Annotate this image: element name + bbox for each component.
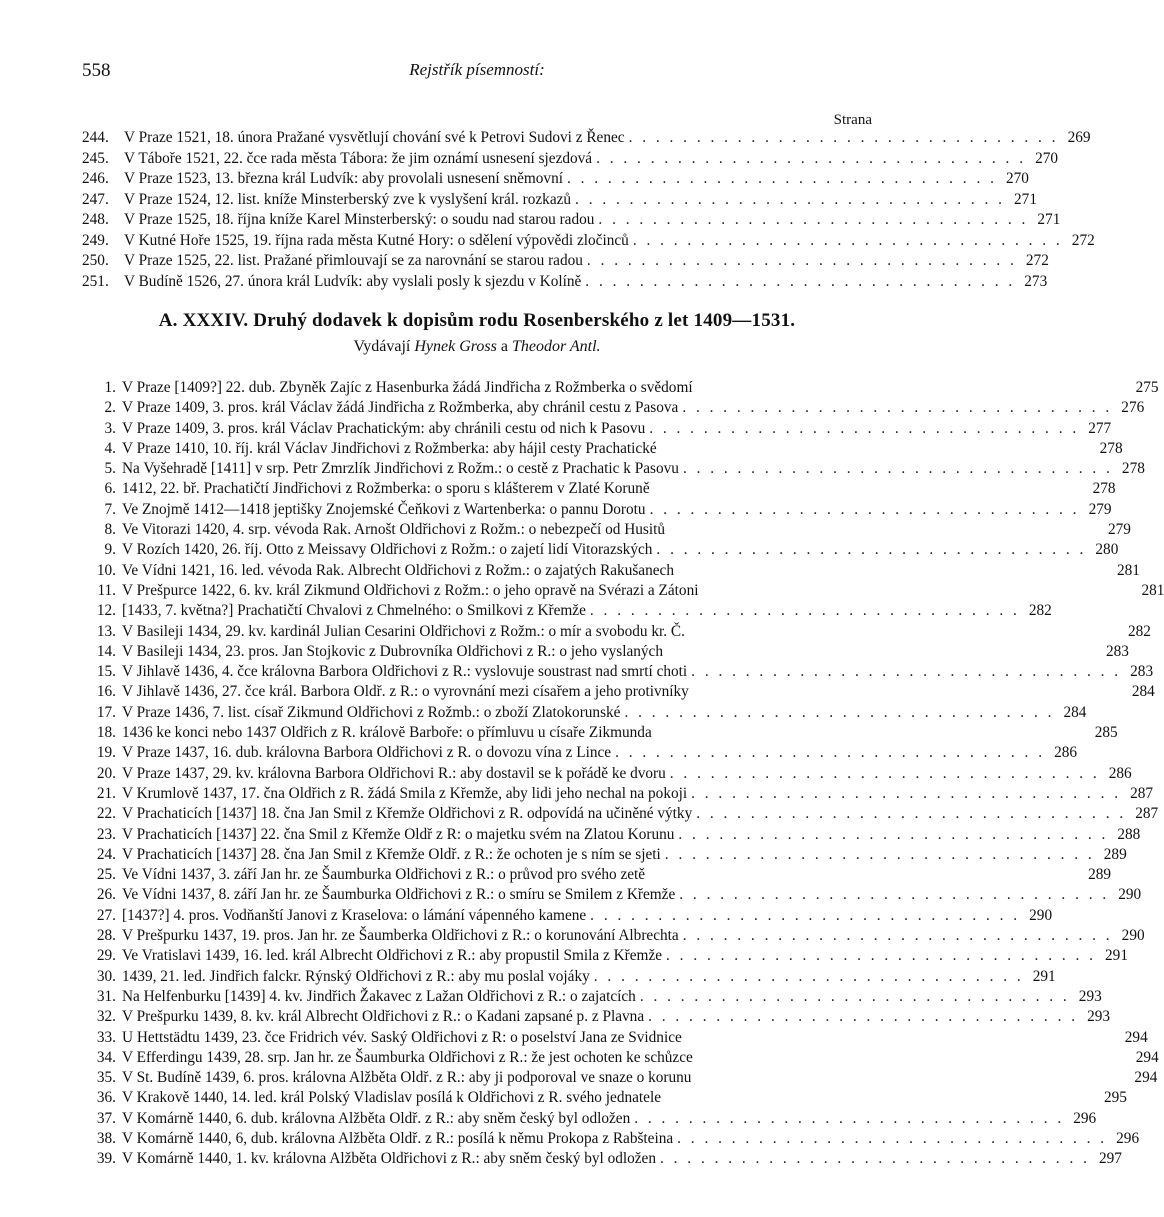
entry-page: 271	[1037, 211, 1061, 228]
register-entry	[82, 1129, 1140, 1149]
leader-dots	[571, 190, 1005, 210]
register-entry	[82, 825, 1141, 845]
page-number: 558	[82, 60, 111, 81]
entry-number: 19.	[96, 744, 116, 762]
entry-text: V Praze 1525, 18. října kníže Karel Minsterberský: o soudu nad starou radou	[124, 211, 595, 228]
leader-dots	[644, 1007, 1078, 1027]
entry-text: V Prachaticích [1437] 28. čna Jan Smil z Křemže Oldř. z R.: že ochoten je s ním se sjeti	[122, 845, 661, 863]
leader-dots	[652, 540, 1086, 560]
entry-page: 278	[1099, 439, 1123, 457]
register-entry	[82, 210, 1061, 231]
entry-text: V Krakově 1440, 14. led. král Polský Vladislav posílá k Oldřichovi z R. svého jednatele	[122, 1089, 661, 1107]
entry-text: V Prešpurce 1422, 6. kv. král Zikmund Oldřichovi z Rožm.: o jeho opravě na Svérazi a Zátoni	[122, 581, 699, 599]
entry-number: 18.	[96, 724, 116, 742]
running-title: Rejstřík písemností:	[409, 60, 545, 79]
entry-number: 38.	[96, 1129, 116, 1147]
entry-text: V Táboře 1521, 22. čce rada města Tábora: že jim oznámí usnesení sjezdová	[124, 149, 593, 167]
entry-number: 26.	[96, 886, 116, 904]
leader-dots	[586, 601, 1020, 621]
register-entry	[82, 520, 1131, 540]
entry-text: V Praze 1523, 13. března král Ludvík: aby provolali usnesení sněmovní	[124, 170, 563, 187]
entry-page: 293	[1078, 987, 1102, 1005]
entry-text: V Praze [1409?] 22. dub. Zbyněk Zajíc z Hasenburka žádá Jindřicha z Rožmberka o svědomí	[122, 379, 693, 396]
entry-page: 272	[1025, 252, 1049, 269]
entry-number: 16.	[96, 683, 116, 701]
entry-number: 9.	[104, 541, 116, 559]
entry-text: V Rozích 1420, 26. říj. Otto z Meissavy Oldřichovi z Rožm.: o zajetí lidí Vitorazských	[122, 541, 653, 559]
register-entry	[82, 946, 1128, 966]
entry-text: [1437?] 4. pros. Vodňanští Janovi z Kraselova: o lámání vápenného kamene	[122, 906, 587, 924]
entry-page: 290	[1118, 886, 1142, 904]
register-entry	[82, 149, 1059, 170]
leader-dots	[630, 1109, 1064, 1129]
entry-page: 294	[1135, 1048, 1159, 1066]
leader-dots	[678, 398, 1112, 418]
entry-page: 289	[1103, 845, 1127, 863]
entry-number: 36.	[96, 1089, 116, 1107]
register-entry	[82, 926, 1145, 946]
entry-text: V Komárně 1440, 1. kv. královna Alžběta Oldřichovi z R.: aby sněm český byl odložen	[122, 1150, 656, 1168]
entry-page: 279	[1108, 521, 1131, 539]
leader-dots	[675, 885, 1109, 905]
entry-text: Na Vyšehradě [1411] v srp. Petr Zmrzlík Jindřichovi z Rožm.: o cestě z Prachatic k Pasovu	[122, 460, 679, 478]
entry-page: 289	[1088, 866, 1112, 884]
entry-text: V St. Budíně 1439, 6. pros. královna Alžběta Oldř. z R.: aby ji podporoval ve snaze o korunu	[122, 1069, 692, 1087]
entry-text: V Prešpurku 1437, 19. pros. Jan hr. ze Šaumberka Oldřichovi z R.: o korunování Albrechta	[122, 927, 679, 945]
register-entry	[82, 500, 1112, 520]
section-heading	[82, 310, 872, 356]
entry-page: 269	[1067, 129, 1091, 146]
entry-page: 271	[1014, 190, 1037, 208]
entry-text: V Basileji 1434, 23. pros. Jan Stojkovic z Dubrovníka Oldřichovi z R.: o jeho vyslaných	[122, 642, 663, 660]
entry-text: Ve Vídni 1437, 8. září Jan hr. ze Šaumburka Oldřichovi z R.: o smíru se Smilem z Křemže	[122, 886, 676, 904]
entry-number: 31.	[96, 987, 116, 1005]
editors-prefix: Vydávají	[353, 338, 411, 355]
entry-text: [1433, 7. května?] Prachatičtí Chvalovi z Chmelného: o Smilkovi z Křemže	[122, 602, 586, 620]
register-entry	[82, 419, 1112, 439]
leader-dots	[611, 743, 1045, 763]
entry-text: Na Helfenburku [1439] 4. kv. Jindřich Žakavec z Lažan Oldřichovi z R.: o zajatcích	[122, 987, 636, 1005]
entry-text: Ve Znojmě 1412—1418 jeptišky Znojemské Čeňkovi z Wartenberka: o pannu Dorotu	[122, 500, 646, 518]
entry-number: 39.	[96, 1150, 116, 1168]
register-entry	[82, 169, 1029, 190]
entry-number: 25.	[96, 866, 116, 884]
entry-page: 288	[1117, 825, 1141, 843]
register-entry	[82, 398, 1145, 418]
entry-page: 282	[1028, 602, 1052, 620]
entry-number: 8.	[104, 521, 116, 539]
entry-number: 13.	[96, 622, 116, 640]
entry-number: 32.	[96, 1008, 116, 1026]
register-list-section	[82, 378, 1164, 1170]
leader-dots	[581, 272, 1015, 292]
leader-dots	[586, 906, 1020, 926]
entry-text: V Jihlavě 1436, 27. čce král. Barbora Oldř. z R.: o vyrovnání mezi císařem a jeho protivníky	[122, 683, 689, 701]
section-title: A. XXXIV. Druhý dodavek k dopisům rodu Rosenberského z let 1409—1531.	[158, 310, 796, 331]
entry-text: 1412, 22. bř. Prachatičtí Jindřichovi z Rožmberka: o sporu s klášterem v Zlaté Koruně	[122, 480, 650, 498]
entry-text: V Jihlavě 1436, 4. čce královna Barbora Oldřichovi z R.: vyslovuje soustrast nad smrtí choti	[122, 663, 688, 681]
entry-page: 272	[1071, 231, 1095, 249]
entry-text: V Kutné Hoře 1525, 19. října rada města Kutné Hory: o sdělení výpovědi zločinců	[124, 231, 629, 249]
entry-page: 281	[1116, 561, 1140, 579]
entry-text: Ve Vídni 1437, 3. září Jan hr. ze Šaumburka Oldřichovi z R.: o průvod pro svého zetě	[122, 866, 646, 884]
leader-dots	[625, 128, 1059, 148]
entry-number: 4.	[104, 439, 116, 457]
leader-dots	[687, 784, 1121, 804]
entry-number: 246.	[82, 170, 109, 187]
entry-number: 2.	[104, 399, 116, 417]
entry-page: 296	[1116, 1129, 1140, 1147]
entry-text: V Efferdingu 1439, 28. srp. Jan hr. ze Šaumburka Oldřichovi z R.: že jest ochoten ke schůzce	[122, 1048, 693, 1066]
entry-number: 245.	[82, 149, 109, 167]
leader-dots	[673, 1129, 1107, 1149]
entry-number: 3.	[104, 419, 116, 437]
entry-page: 286	[1054, 744, 1078, 762]
register-entry	[82, 459, 1145, 479]
leader-dots	[636, 987, 1070, 1007]
entry-text: V Praze 1409, 3. pros. král Václav Prachatickým: aby chránili cestu od nich k Pasovu	[122, 419, 646, 437]
register-entry	[82, 231, 1095, 252]
register-entry	[82, 967, 1056, 987]
entry-page: 284	[1063, 703, 1087, 721]
register-entry	[82, 784, 1154, 804]
entry-number: 17.	[96, 703, 116, 721]
leader-dots	[646, 500, 1080, 520]
entry-page: 273	[1024, 272, 1048, 290]
entry-page: 281	[1141, 581, 1164, 599]
leader-dots	[662, 946, 1096, 966]
leader-dots	[687, 662, 1121, 682]
entry-text: 1436 ke konci nebo 1437 Oldřich z R. královĕ Barboře: o přímluvu u císaře Zikmunda	[122, 724, 652, 742]
entry-page: 290	[1029, 906, 1053, 924]
leader-dots	[563, 169, 997, 189]
leader-dots	[679, 926, 1113, 946]
entry-page: 287	[1130, 784, 1154, 802]
entry-number: 249.	[82, 231, 109, 249]
entry-page: 275	[1135, 379, 1159, 396]
entry-text: 1439, 21. led. Jindřich falckr. Rýnský Oldřichovi z R.: aby mu poslal vojáky	[122, 967, 590, 985]
entry-text: V Komárně 1440, 6. dub. královna Alžběta Oldř. z R.: aby sněm český byl odložen	[122, 1109, 631, 1127]
entry-page: 284	[1131, 683, 1155, 701]
entry-page: 282	[1127, 622, 1151, 640]
entry-text: V Praze 1409, 3. pros. král Václav žádá Jindřicha z Rožmberka, aby chránil cestu z Pasova	[122, 399, 679, 417]
register-entry	[82, 479, 1116, 499]
entry-text: V Praze 1525, 22. list. Pražané přimlouvají se za narovnání se starou radou	[124, 252, 583, 269]
leader-dots	[692, 804, 1126, 824]
entry-number: 248.	[82, 211, 109, 228]
entry-number: 37.	[96, 1109, 116, 1127]
entry-number: 14.	[96, 642, 116, 660]
entry-number: 33.	[96, 1028, 116, 1046]
entry-page: 276	[1121, 399, 1145, 417]
entry-number: 250.	[82, 252, 109, 269]
entry-page: 294	[1124, 1028, 1148, 1046]
register-entry	[82, 723, 1118, 743]
entry-number: 35.	[96, 1069, 116, 1087]
entry-text: V Basileji 1434, 29. kv. kardinál Julian Cesarini Oldřichovi z Rožm.: o mír a svobodu kr. Č.	[122, 622, 685, 640]
entry-text: V Budíně 1526, 27. února král Ludvík: aby vyslali posly k sjezdu v Kolíně	[124, 272, 582, 290]
entry-text: V Praze 1524, 12. list. kníže Minsterberský zve k vyslyšení král. rozkazů	[124, 190, 572, 208]
entry-number: 27.	[96, 906, 116, 924]
entry-text: V Krumlově 1437, 17. čna Oldřich z R. žádá Smila z Křemže, aby lidi jeho nechal na pokoji	[122, 784, 688, 802]
register-entry	[82, 561, 1140, 581]
running-header	[82, 60, 872, 88]
leader-dots	[656, 1149, 1090, 1169]
entry-page: 283	[1105, 642, 1129, 660]
leader-dots	[679, 459, 1113, 479]
entry-text: Ve Vídni 1421, 16. led. vévoda Rak. Albrecht Oldřichovi z Rožm.: o zajatých Rakušanech	[122, 561, 674, 579]
entry-number: 23.	[96, 825, 116, 843]
entry-text: V Praze 1521, 18. února Pražané vysvětlují chování své k Petrovi Sudovi z Řenec	[124, 129, 625, 146]
register-entry	[82, 642, 1129, 662]
entry-number: 244.	[82, 129, 109, 146]
entry-text: V Prachaticích [1437] 22. čna Smil z Křemže Oldř z R: o majetku svém na Zlatou Korunu	[122, 825, 675, 843]
entry-page: 270	[1005, 170, 1029, 187]
entry-page: 293	[1087, 1008, 1111, 1026]
register-entry	[82, 581, 1164, 601]
section-editors	[82, 338, 872, 356]
editor-name: Hynek Gross	[414, 338, 497, 355]
register-entry	[82, 845, 1127, 865]
register-entry	[82, 764, 1132, 784]
entry-number: 22.	[96, 805, 116, 823]
entry-page: 294	[1134, 1069, 1158, 1087]
entry-page: 277	[1088, 419, 1112, 437]
entry-number: 34.	[96, 1048, 116, 1066]
leader-dots	[661, 845, 1095, 865]
register-entry	[82, 865, 1112, 885]
entry-page: 285	[1094, 724, 1118, 742]
entry-number: 20.	[96, 764, 116, 782]
editor-name: Theodor Antl.	[511, 338, 601, 355]
entry-text: V Prešpurku 1439, 8. kv. král Albrecht Oldřichovi z R.: o Kadani zapsané p. z Plavna	[122, 1008, 645, 1026]
entry-page: 278	[1121, 460, 1145, 478]
entry-number: 12.	[96, 602, 116, 620]
register-entry	[82, 378, 1159, 398]
entry-page: 296	[1073, 1109, 1097, 1127]
entry-text: V Praze 1437, 29. kv. královna Barbora Oldřichovi R.: aby dostavil se k pořádě ke dvoru	[122, 764, 666, 782]
entry-number: 6.	[104, 480, 116, 498]
entry-text: V Praze 1410, 10. říj. král Václav Jindřichovi z Rožmberka: aby hájil cesty Prachatické	[122, 439, 657, 457]
register-entry	[82, 190, 1037, 211]
leader-dots	[590, 967, 1024, 987]
entry-text: V Praze 1436, 7. list. císař Zikmund Oldřichovi z Rožmb.: o zboží Zlatokorunské	[122, 703, 621, 721]
register-entry	[82, 885, 1142, 905]
entry-number: 30.	[96, 967, 116, 985]
leader-dots	[583, 251, 1017, 271]
editors-and: a	[500, 338, 508, 355]
entry-number: 10.	[96, 561, 116, 579]
entry-text: V Komárně 1440, 6, dub. královna Alžběta Oldř. z R.: posílá k němu Prokopa z Rabšteina	[122, 1129, 674, 1147]
register-entry	[82, 743, 1078, 763]
register-entry	[82, 439, 1123, 459]
leader-dots	[620, 703, 1054, 723]
register-entry	[82, 128, 1091, 149]
register-entry	[82, 251, 1049, 272]
entry-page: 291	[1032, 967, 1056, 985]
register-entry	[82, 906, 1053, 926]
register-entry	[82, 1048, 1159, 1068]
entry-number: 5.	[104, 460, 116, 478]
register-entry	[82, 662, 1154, 682]
entry-page: 279	[1088, 500, 1112, 518]
register-entry	[82, 1149, 1122, 1169]
entry-text: V Prachaticích [1437] 18. čna Jan Smil z Křemže Oldřichovi z R. odpovídá na učiněné výtky	[122, 805, 693, 823]
entry-text: V Praze 1437, 16. dub. královna Barbora Oldřichovi z R. o dovozu vína z Lince	[122, 744, 612, 762]
entry-page: 295	[1103, 1089, 1127, 1107]
register-entry	[82, 1028, 1148, 1048]
register-entry	[82, 682, 1155, 702]
entry-number: 1.	[104, 379, 116, 396]
entry-page: 291	[1105, 947, 1128, 965]
entry-page: 278	[1092, 480, 1116, 498]
leader-dots	[666, 764, 1100, 784]
register-entry	[82, 1088, 1127, 1108]
leader-dots	[592, 149, 1026, 169]
register-entry	[82, 622, 1151, 642]
entry-text: Ve Vratislavi 1439, 16. led. král Albrecht Oldřichovi z R.: aby propustil Smila z Křemže	[122, 947, 663, 965]
entry-number: 247.	[82, 190, 109, 208]
register-entry	[82, 804, 1159, 824]
leader-dots	[629, 231, 1063, 251]
leader-dots	[674, 825, 1108, 845]
entry-number: 29.	[96, 947, 116, 965]
leader-dots	[645, 419, 1079, 439]
entry-page: 270	[1035, 149, 1059, 167]
entry-page: 286	[1108, 764, 1132, 782]
register-entry	[82, 540, 1119, 560]
entry-page: 290	[1121, 927, 1145, 945]
entry-page: 297	[1098, 1150, 1122, 1168]
entry-text: U Hettstädtu 1439, 23. čce Fridrich vév. Saský Oldřichovi z R: o poselství Jana ze Svidnice	[122, 1028, 682, 1046]
page-column-label: Strana	[833, 112, 872, 128]
register-entry	[82, 703, 1087, 723]
entry-number: 21.	[96, 784, 116, 802]
entry-number: 15.	[96, 663, 116, 681]
entry-page: 287	[1135, 805, 1159, 823]
register-entry	[82, 987, 1102, 1007]
register-entry	[82, 601, 1052, 621]
entry-number: 7.	[104, 500, 116, 518]
register-entry	[82, 1007, 1111, 1027]
register-entry	[82, 272, 1048, 293]
entry-text: Ve Vitorazi 1420, 4. srp. vévoda Rak. Arnošt Oldřichovi z Rožm.: o nebezpečí od Husitů	[122, 521, 666, 539]
register-list-continued	[82, 128, 1095, 292]
entry-number: 24.	[96, 845, 116, 863]
entry-page: 283	[1130, 663, 1154, 681]
register-entry	[82, 1068, 1158, 1088]
entry-number: 28.	[96, 927, 116, 945]
entry-page: 280	[1095, 541, 1119, 559]
entry-number: 251.	[82, 272, 109, 290]
register-entry	[82, 1109, 1097, 1129]
leader-dots	[594, 210, 1028, 230]
entry-number: 11.	[97, 581, 116, 599]
